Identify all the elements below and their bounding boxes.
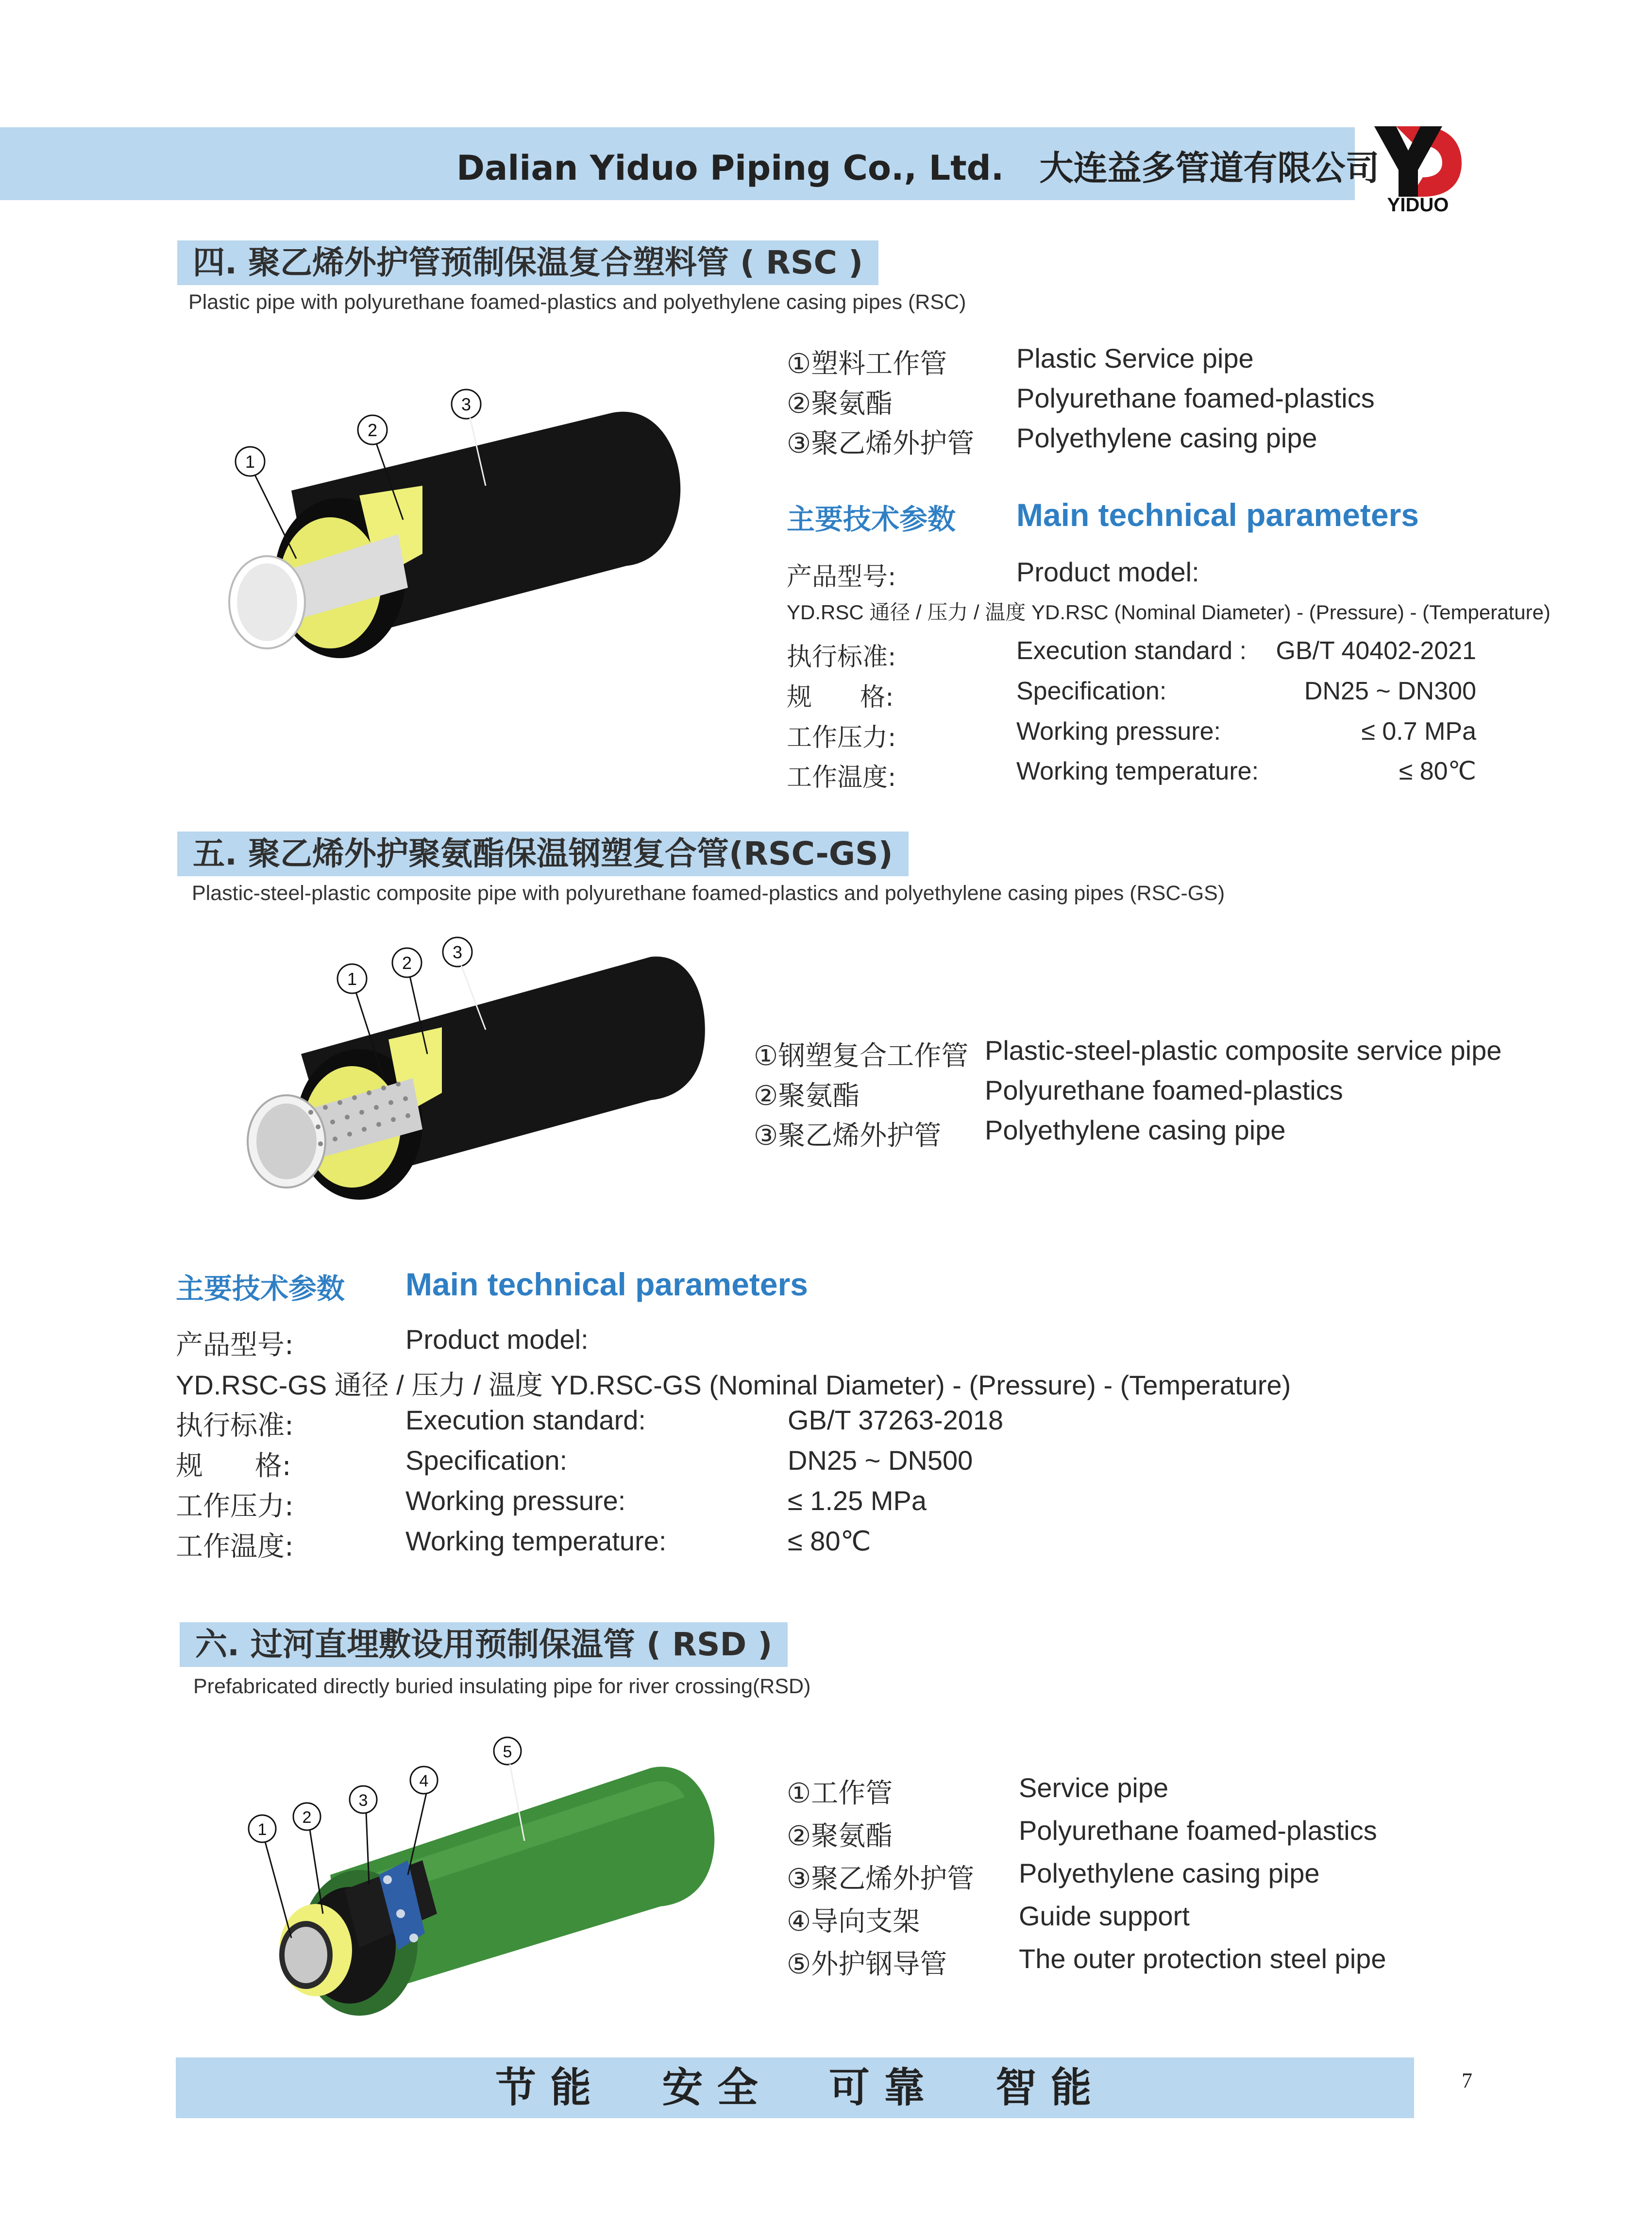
s4-params-title-en: Main technical parameters xyxy=(1016,497,1419,533)
s4-param-2-cn: 规 格: xyxy=(787,683,894,712)
s4-model-line: YD.RSC 通径 / 压力 / 温度 YD.RSC (Nominal Diameter) - (Pressure) - (Temperature) xyxy=(787,601,1551,624)
s5-param-2-cn: 规 格: xyxy=(176,1450,291,1482)
s5-param-3-en: Working pressure: xyxy=(405,1485,626,1516)
s4-param-3-value: ≤ 0.7 MPa xyxy=(1361,717,1476,746)
rsc-pipe-illustration xyxy=(194,374,704,685)
s5-param-4-value: ≤ 80℃ xyxy=(788,1526,871,1556)
company-logo xyxy=(1369,117,1467,214)
s6-comp-3-en: Polyethylene casing pipe xyxy=(1019,1858,1320,1888)
s4-param-1-cn: 执行标准: xyxy=(787,643,896,672)
s4-param-1-value: GB/T 40402-2021 xyxy=(1276,637,1476,665)
s5-comp-3-cn: ③聚乙烯外护管 xyxy=(754,1120,942,1152)
s4-comp-2-en: Polyurethane foamed-plastics xyxy=(1016,383,1375,413)
s5-model-en: Product model: xyxy=(405,1324,589,1355)
marker-5: 5 xyxy=(503,1743,512,1761)
marker-4: 4 xyxy=(419,1772,429,1790)
s6-comp-4-cn: ④导向支架 xyxy=(787,1906,920,1937)
s6-comp-1-cn: ①工作管 xyxy=(787,1778,893,1809)
s4-param-3-cn: 工作压力: xyxy=(787,723,896,752)
logo-icon xyxy=(1369,117,1467,214)
s6-comp-4-en: Guide support xyxy=(1019,1901,1190,1931)
s5-param-3-value: ≤ 1.25 MPa xyxy=(788,1485,927,1516)
company-name: Dalian Yiduo Piping Co., Ltd. 大连益多管道有限公司 xyxy=(456,148,1380,188)
s5-comp-1-en: Plastic-steel-plastic composite service pipe xyxy=(985,1035,1502,1066)
s4-comp-3-cn: ③聚乙烯外护管 xyxy=(787,428,975,459)
section5-subtitle: Plastic-steel-plastic composite pipe with polyurethane foamed-plastics and polyethylene casing pipes (RSC-GS) xyxy=(192,882,1225,905)
rsc-gs-pipe-illustration xyxy=(214,933,724,1224)
s5-param-1-value: GB/T 37263-2018 xyxy=(788,1405,1004,1435)
s4-param-2-value: DN25 ~ DN300 xyxy=(1304,677,1476,705)
section6-subtitle: Prefabricated directly buried insulating pipe for river crossing(RSD) xyxy=(193,1675,811,1698)
s4-model-en: Product model: xyxy=(1016,557,1199,587)
s5-comp-2-cn: ②聚氨酯 xyxy=(754,1080,860,1112)
s5-param-1-cn: 执行标准: xyxy=(176,1410,294,1442)
rsd-pipe-illustration xyxy=(233,1729,728,2021)
marker-1: 1 xyxy=(347,969,357,989)
s4-comp-3-en: Polyethylene casing pipe xyxy=(1016,423,1317,453)
page-number: 7 xyxy=(1462,2069,1472,2092)
s5-param-2-value: DN25 ~ DN500 xyxy=(788,1445,973,1476)
s6-comp-2-en: Polyurethane foamed-plastics xyxy=(1019,1815,1377,1846)
s5-comp-3-en: Polyethylene casing pipe xyxy=(985,1115,1286,1145)
s6-comp-3-cn: ③聚乙烯外护管 xyxy=(787,1863,975,1895)
s5-model-line: YD.RSC-GS 通径 / 压力 / 温度 YD.RSC-GS (Nominal Diameter) - (Pressure) - (Temperature) xyxy=(176,1370,1291,1400)
s5-param-4-cn: 工作温度: xyxy=(176,1531,294,1563)
marker-2: 2 xyxy=(402,953,412,973)
marker-3: 3 xyxy=(358,1791,368,1810)
s4-param-3-en: Working pressure: xyxy=(1016,717,1221,746)
section4-subtitle: Plastic pipe with polyurethane foamed-plastics and polyethylene casing pipes (RSC) xyxy=(188,290,966,314)
svg-text:YIDUO: YIDUO xyxy=(1387,194,1449,214)
s4-param-2-en: Specification: xyxy=(1016,677,1167,705)
s4-comp-1-cn: ①塑料工作管 xyxy=(787,348,947,380)
s6-comp-2-cn: ②聚氨酯 xyxy=(787,1820,893,1852)
s6-comp-1-en: Service pipe xyxy=(1019,1772,1169,1803)
s4-param-4-en: Working temperature: xyxy=(1016,757,1259,785)
section5-title: 五. 聚乙烯外护聚氨酯保温钢塑复合管(RSC-GS) xyxy=(177,832,909,876)
s6-comp-5-cn: ⑤外护钢导管 xyxy=(787,1949,947,1980)
footer-slogan: 节 能 安 全 可 靠 智 能 xyxy=(495,2063,1092,2111)
s5-model-cn: 产品型号: xyxy=(176,1329,294,1361)
marker-2: 2 xyxy=(367,420,378,440)
marker-1: 1 xyxy=(245,452,255,472)
s4-param-1-en: Execution standard : xyxy=(1016,637,1247,665)
marker-3: 3 xyxy=(452,942,463,962)
s5-params-title-cn: 主要技术参数 xyxy=(176,1272,345,1305)
s5-param-1-en: Execution standard: xyxy=(405,1405,646,1435)
marker-3: 3 xyxy=(461,394,472,414)
s5-param-4-en: Working temperature: xyxy=(405,1526,667,1556)
s4-param-4-cn: 工作温度: xyxy=(787,763,896,792)
s4-param-4-value: ≤ 80℃ xyxy=(1399,757,1476,785)
section6-title: 六. 过河直埋敷设用预制保温管 ( RSD ) xyxy=(180,1622,788,1667)
s6-comp-5-en: The outer protection steel pipe xyxy=(1019,1943,1386,1974)
s4-model-cn: 产品型号: xyxy=(787,562,896,592)
s4-params-title-cn: 主要技术参数 xyxy=(787,503,956,536)
s5-comp-1-cn: ①钢塑复合工作管 xyxy=(754,1040,969,1072)
s5-param-3-cn: 工作压力: xyxy=(176,1491,294,1522)
marker-2: 2 xyxy=(302,1808,312,1827)
s4-comp-2-cn: ②聚氨酯 xyxy=(787,388,893,420)
section4-title: 四. 聚乙烯外护管预制保温复合塑料管 ( RSC ) xyxy=(177,240,878,285)
s5-params-title-en: Main technical parameters xyxy=(405,1266,808,1302)
s4-comp-1-en: Plastic Service pipe xyxy=(1016,343,1254,374)
s5-comp-2-en: Polyurethane foamed-plastics xyxy=(985,1075,1343,1105)
s5-param-2-en: Specification: xyxy=(405,1445,568,1476)
marker-1: 1 xyxy=(257,1820,267,1839)
